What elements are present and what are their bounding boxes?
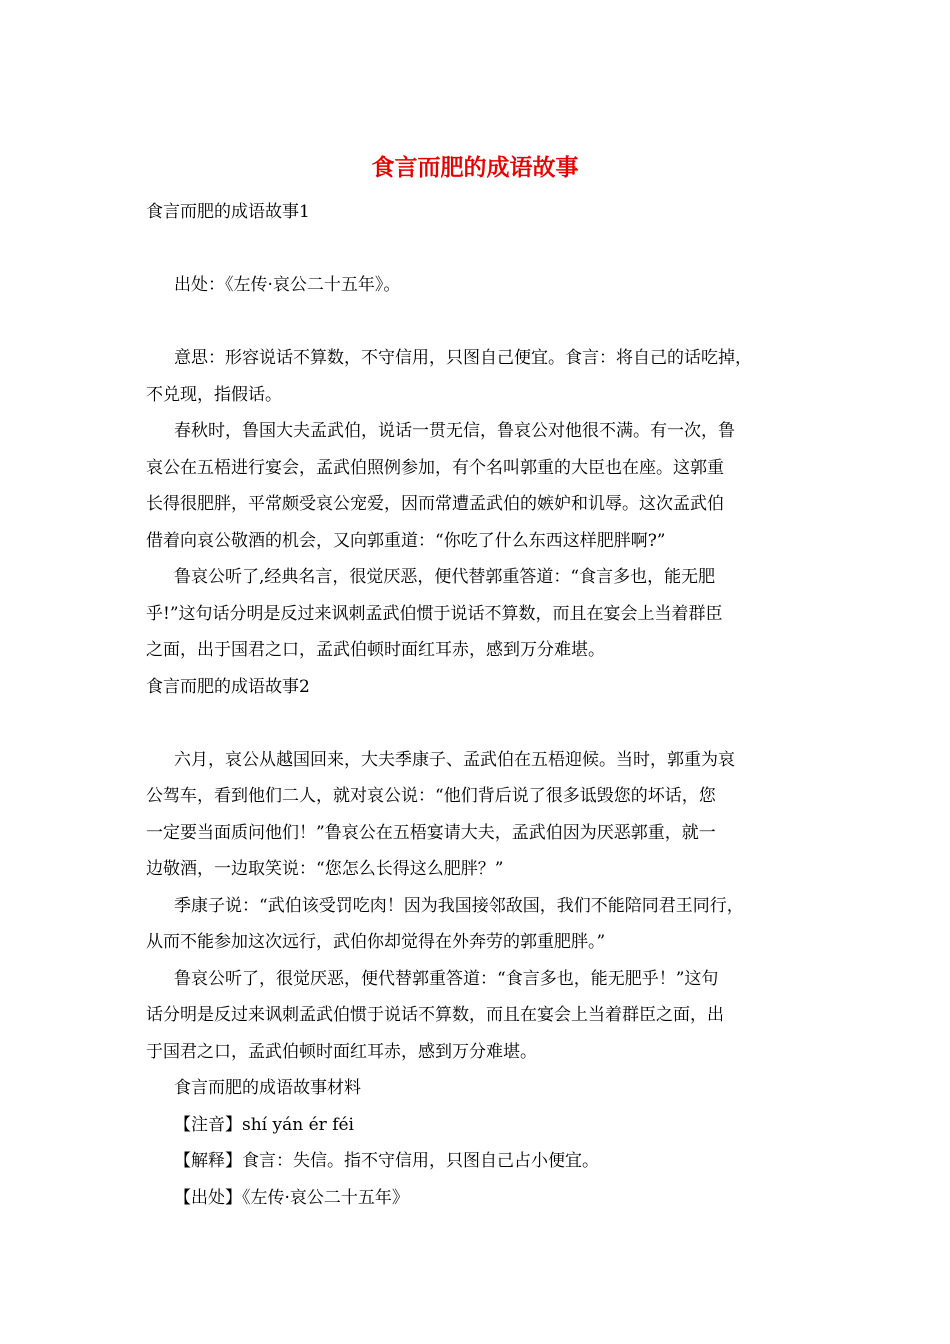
body-line: 六月，哀公从越国回来，大夫季康子、孟武伯在五梧迎候。当时，郭重为哀 bbox=[174, 749, 735, 770]
body-line: 食言而肥的成语故事材料 bbox=[174, 1078, 361, 1098]
body-line: 食言而肥的成语故事2 bbox=[146, 676, 310, 697]
body-line: 于国君之口，孟武伯顿时面红耳赤，感到万分难堪。 bbox=[146, 1041, 537, 1062]
body-line: 边敬酒，一边取笑说：“您怎么长得这么肥胖？” bbox=[146, 859, 504, 879]
body-line: 借着向哀公敬酒的机会，又向郭重道：“你吃了什么东西这样肥胖啊?” bbox=[146, 530, 666, 551]
body-line: 一定要当面质问他们！”鲁哀公在五梧宴请大夫，孟武伯因为厌恶郭重，就一 bbox=[146, 822, 716, 843]
body-line: 春秋时，鲁国大夫孟武伯，说话一贯无信，鲁哀公对他很不满。有一次，鲁 bbox=[174, 421, 735, 441]
body-line: 鲁哀公听了,经典名言，很觉厌恶，便代替郭重答道：“食言多也，能无肥 bbox=[174, 567, 716, 587]
body-line: 【注音】shí yán ér féi bbox=[174, 1114, 354, 1135]
body-line: 话分明是反过来讽刺孟武伯惯于说话不算数，而且在宴会上当着群臣之面，出 bbox=[146, 1005, 724, 1025]
body-line: 意思：形容说话不算数，不守信用，只图自己便宜。食言：将自己的话吃掉， bbox=[174, 348, 752, 368]
body-line: 哀公在五梧进行宴会，孟武伯照例参加，有个名叫郭重的大臣也在座。这郭重 bbox=[146, 457, 724, 478]
blank-line bbox=[146, 705, 806, 742]
body-line: 【解释】食言：失信。指不守信用，只图自己占小便宜。 bbox=[174, 1151, 599, 1171]
document-title: 食言而肥的成语故事 bbox=[371, 154, 579, 181]
body-line: 不兑现，指假话。 bbox=[146, 384, 282, 405]
body-line: 【出处】《左传·哀公二十五年》 bbox=[174, 1187, 409, 1208]
body-line: 食言而肥的成语故事1 bbox=[146, 202, 310, 222]
body-line: 公驾车，看到他们二人，就对哀公说：“他们背后说了很多诋毁您的坏话，您 bbox=[146, 786, 716, 806]
body-line: 从而不能参加这次远行，武伯你却觉得在外奔劳的郭重肥胖。” bbox=[146, 932, 606, 952]
body-line: 出处：《左传·哀公二十五年》。 bbox=[174, 275, 401, 295]
body-line: 鲁哀公听了，很觉厌恶，便代替郭重答道：“食言多也，能无肥乎！”这句 bbox=[174, 968, 719, 989]
body-line: 之面，出于国君之口，孟武伯顿时面红耳赤，感到万分难堪。 bbox=[146, 640, 605, 660]
blank-line bbox=[146, 304, 806, 341]
blank-line bbox=[146, 231, 806, 268]
body-line: 乎!”这句话分明是反过来讽刺孟武伯惯于说话不算数，而且在宴会上当着群臣 bbox=[146, 603, 723, 624]
body-line: 长得很肥胖，平常颇受哀公宠爱，因而常遭孟武伯的嫉妒和讥辱。这次孟武伯 bbox=[146, 494, 724, 514]
document-body bbox=[146, 194, 806, 1216]
body-line: 季康子说：“武伯该受罚吃肉！因为我国接邻敌国，我们不能陪同君王同行， bbox=[174, 895, 744, 916]
